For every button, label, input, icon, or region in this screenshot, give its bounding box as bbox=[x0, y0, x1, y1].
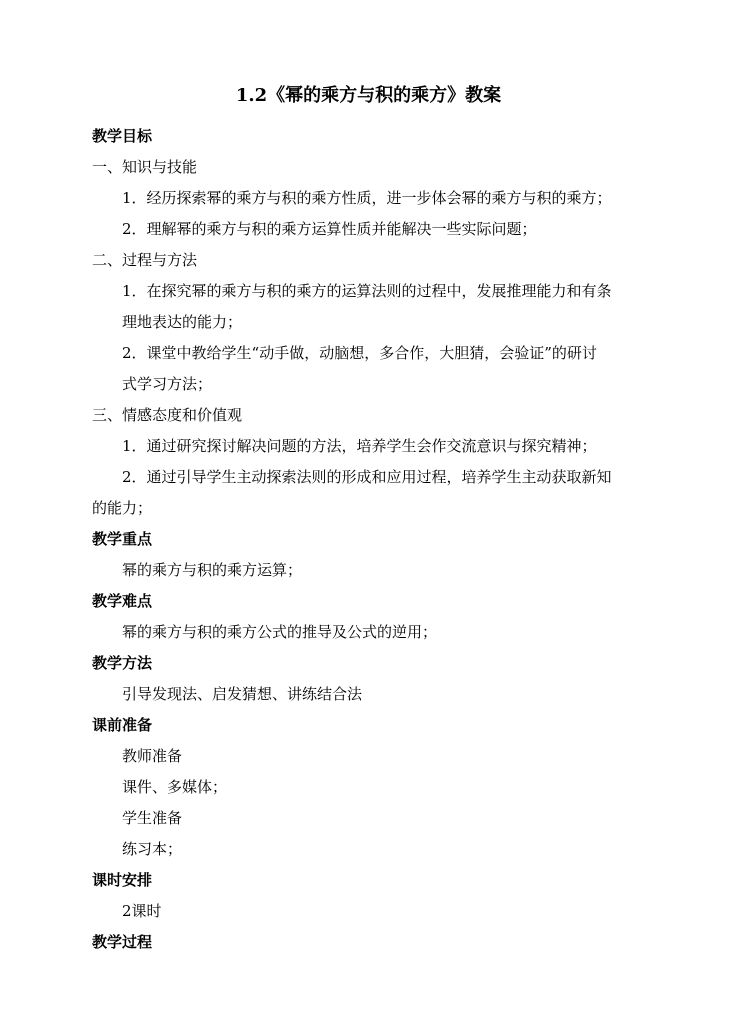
emotion-heading: 三、情感态度和价值观 bbox=[92, 406, 243, 424]
preparation-heading: 课前准备 bbox=[92, 716, 153, 734]
process-item-1-line-2: 理地表达的能力； bbox=[122, 313, 243, 331]
emotion-item-2-line-1: 2．通过引导学生主动探索法则的形成和应用过程，培养学生主动获取新知 bbox=[122, 468, 612, 486]
process-item-2-line-1: 2．课堂中教给学生“动手做，动脑想，多合作，大胆猜，会验证”的研讨 bbox=[122, 344, 597, 362]
process-item-2-line-2: 式学习方法； bbox=[122, 375, 213, 393]
emotion-item-2-line-2: 的能力； bbox=[92, 499, 153, 517]
process-item-1-line-1: 1．在探究幂的乘方与积的乘方的运算法则的过程中，发展推理能力和有条 bbox=[122, 282, 612, 300]
teacher-preparation-items: 课件、多媒体； bbox=[122, 778, 228, 796]
method-heading: 教学方法 bbox=[92, 654, 153, 672]
student-preparation-items: 练习本； bbox=[122, 840, 183, 858]
difficulty-heading: 教学难点 bbox=[92, 592, 153, 610]
emotion-item-1: 1．通过研究探讨解决问题的方法，培养学生会作交流意识与探究精神； bbox=[122, 437, 597, 455]
objectives-heading: 教学目标 bbox=[92, 127, 153, 145]
key-points-heading: 教学重点 bbox=[92, 530, 153, 548]
method-text: 引导发现法、启发猜想、讲练结合法 bbox=[122, 685, 363, 703]
knowledge-item-2: 2．理解幂的乘方与积的乘方运算性质并能解决一些实际问题； bbox=[122, 220, 537, 238]
student-preparation-label: 学生准备 bbox=[122, 809, 183, 827]
process-heading: 二、过程与方法 bbox=[92, 251, 198, 269]
key-points-text: 幂的乘方与积的乘方运算； bbox=[122, 561, 303, 579]
difficulty-text: 幂的乘方与积的乘方公式的推导及公式的逆用； bbox=[122, 623, 438, 641]
knowledge-item-1: 1．经历探索幂的乘方与积的乘方性质，进一步体会幂的乘方与积的乘方； bbox=[122, 189, 612, 207]
knowledge-heading: 一、知识与技能 bbox=[92, 158, 198, 176]
procedure-heading: 教学过程 bbox=[92, 933, 153, 951]
schedule-heading: 课时安排 bbox=[92, 871, 153, 889]
teacher-preparation-label: 教师准备 bbox=[122, 747, 183, 765]
schedule-text: 2课时 bbox=[122, 902, 162, 920]
document-title: 1.2《幂的乘方与积的乘方》教案 bbox=[235, 85, 502, 106]
